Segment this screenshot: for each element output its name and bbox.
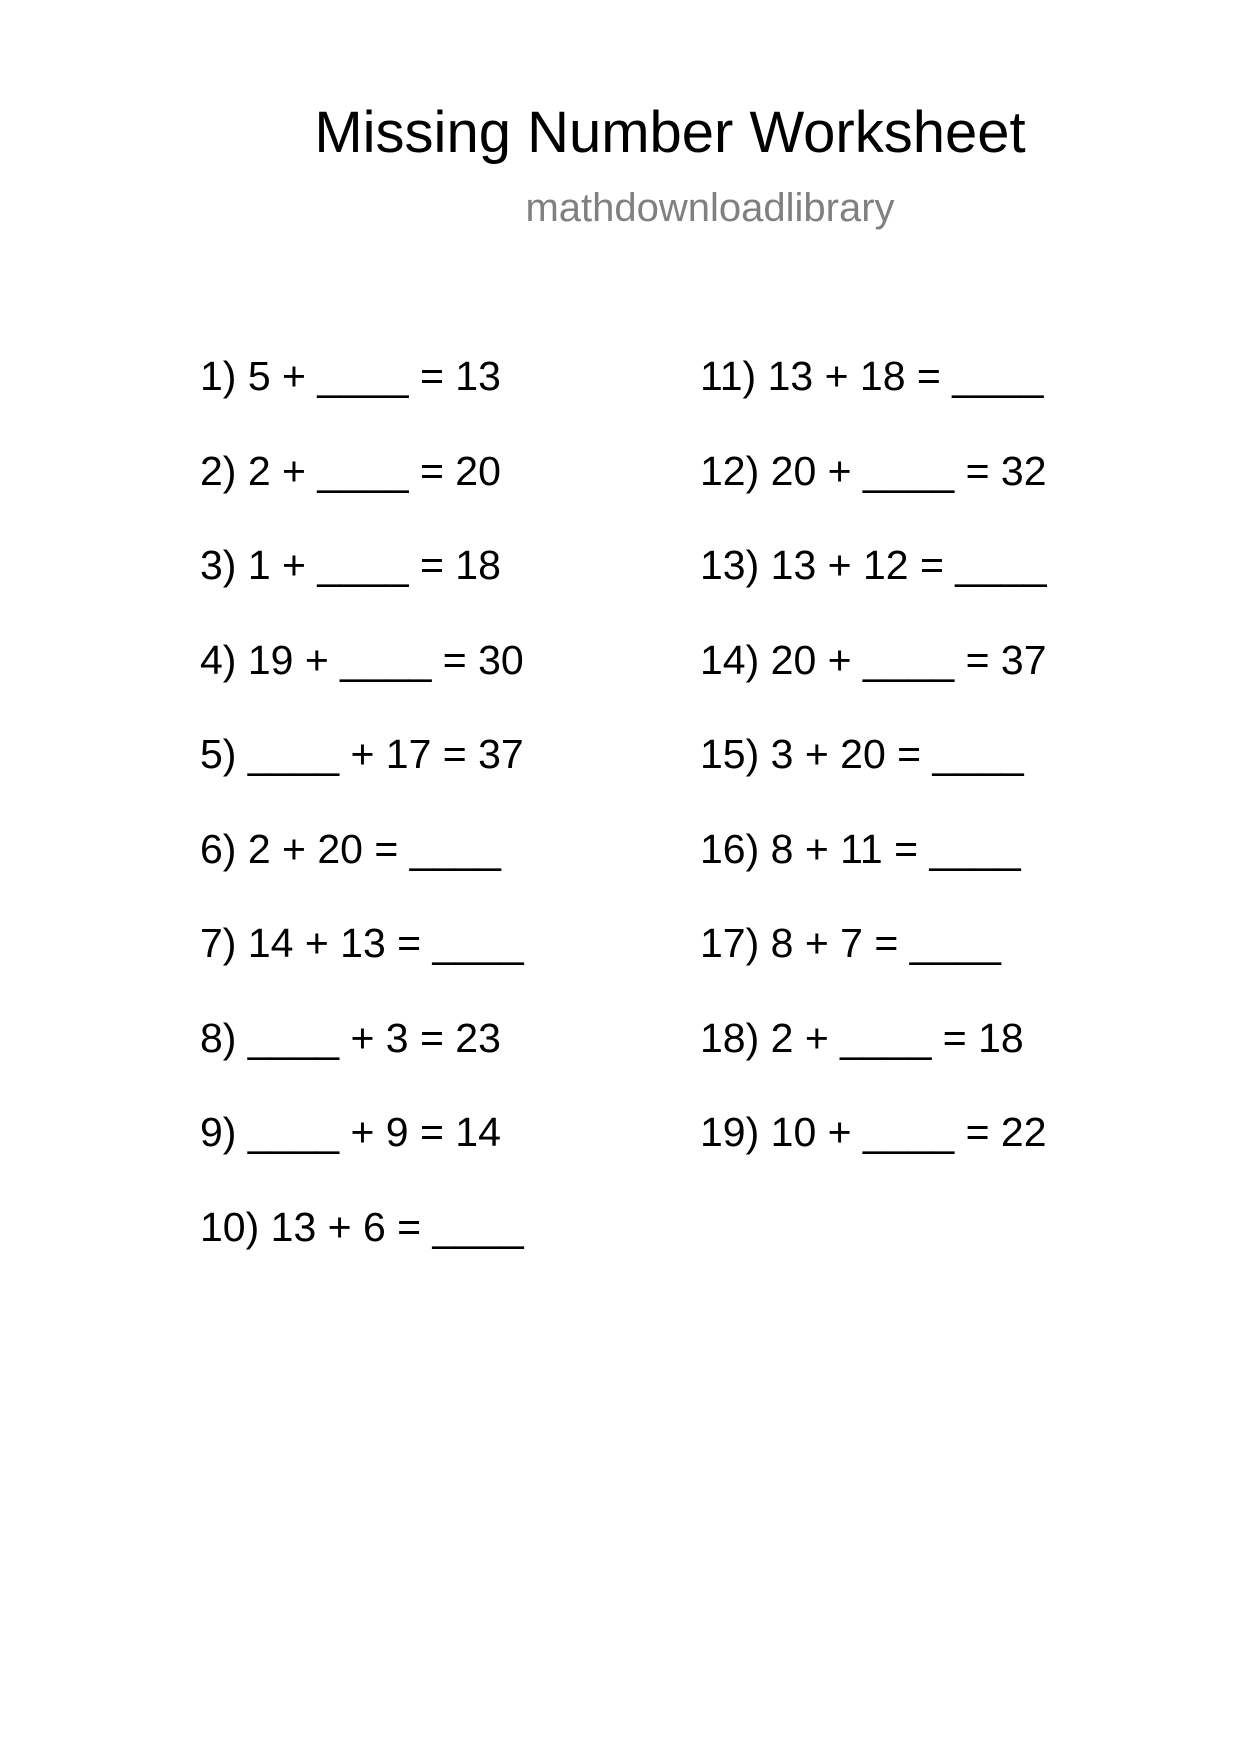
- problems-right-column: [700, 348, 1047, 1199]
- problem-17: 17) 8 + 7 = ____: [700, 920, 1001, 966]
- problem-18: 18) 2 + ____ = 18: [700, 1014, 1024, 1061]
- problem-11: 11) 13 + 18 = ____: [700, 353, 1044, 399]
- problem-2: 2) 2 + ____ = 20: [200, 447, 501, 494]
- problem-7: 7) 14 + 13 = ____: [200, 920, 524, 966]
- problem-16: 16) 8 + 11 = ____: [700, 825, 1021, 872]
- problem-15: 15) 3 + 20 = ____: [700, 731, 1024, 777]
- problem-1: 1) 5 + ____ = 13: [200, 353, 501, 399]
- problem-10: 10) 13 + 6 = ____: [200, 1203, 524, 1250]
- problem-19: 19) 10 + ____ = 22: [700, 1109, 1047, 1155]
- problem-5: 5) ____ + 17 = 37: [200, 731, 524, 777]
- problems-left-column: [200, 348, 524, 1293]
- problem-13: 13) 13 + 12 = ____: [700, 542, 1047, 588]
- problem-6: 6) 2 + 20 = ____: [200, 825, 501, 872]
- problem-4: 4) 19 + ____ = 30: [200, 636, 524, 683]
- problem-3: 3) 1 + ____ = 18: [200, 542, 501, 588]
- worksheet-subtitle: mathdownloadlibrary: [525, 186, 895, 230]
- problem-8: 8) ____ + 3 = 23: [200, 1014, 501, 1061]
- problem-9: 9) ____ + 9 = 14: [200, 1109, 501, 1155]
- worksheet-title: Missing Number Worksheet: [314, 100, 1026, 165]
- problem-14: 14) 20 + ____ = 37: [700, 636, 1047, 683]
- problem-12: 12) 20 + ____ = 32: [700, 447, 1047, 494]
